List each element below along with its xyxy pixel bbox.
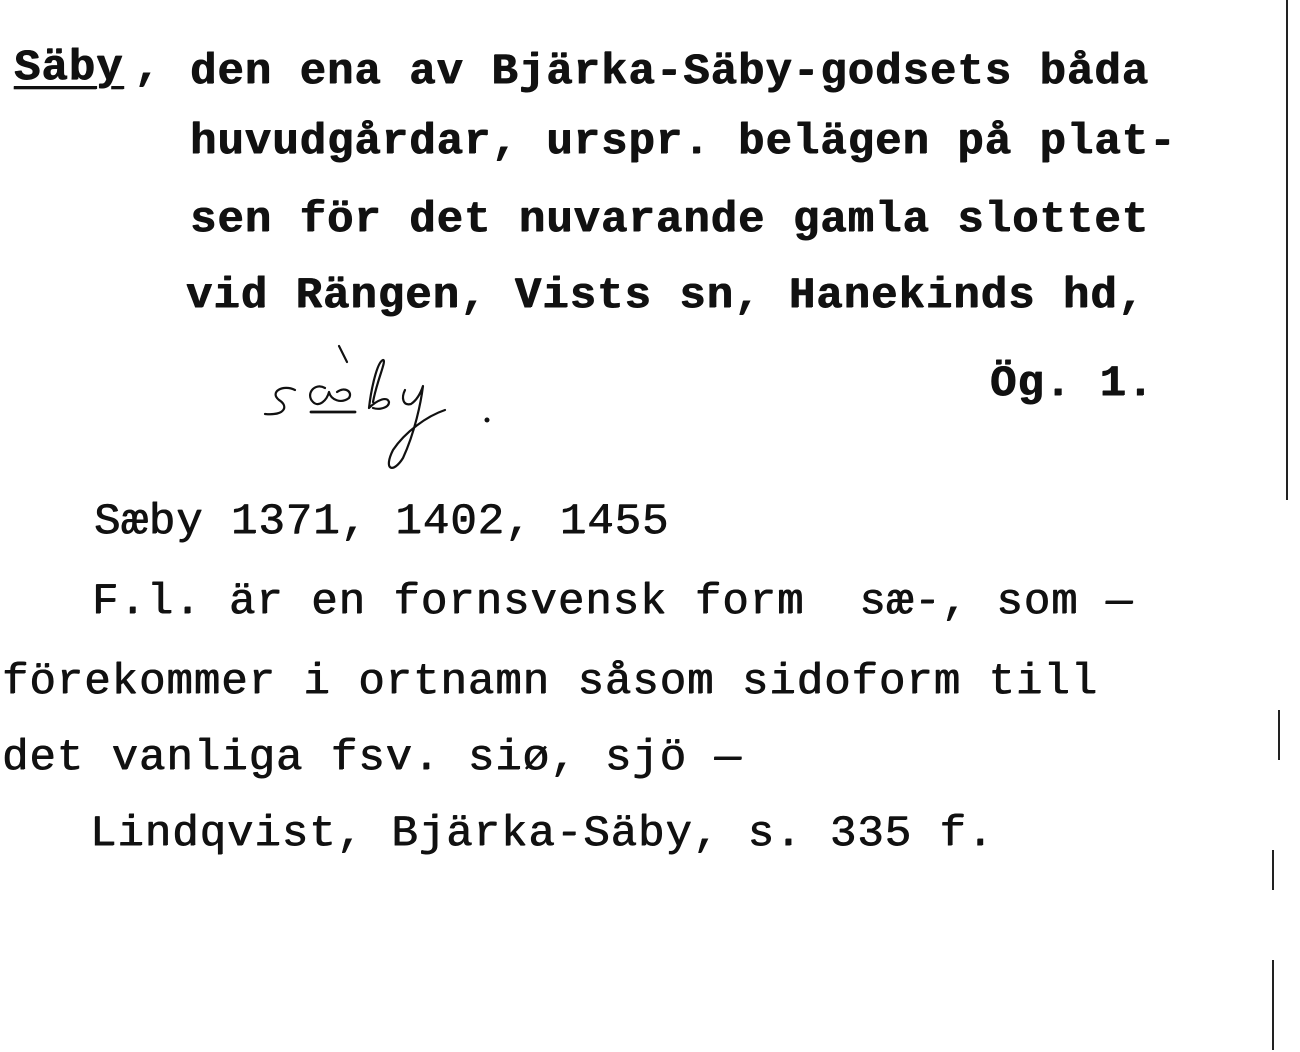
description-line-4: vid Rängen, Vists sn, Hanekinds hd,: [186, 271, 1146, 321]
attestations-line: Sæby 1371, 1402, 1455: [94, 497, 670, 547]
description-line-3: sen för det nuvarande gamla slottet: [190, 195, 1150, 245]
place-name-comma: ,: [134, 43, 162, 93]
note-line-2: förekommer i ortnamn såsom sidoform till: [2, 657, 1099, 707]
card-edge-line: [1286, 0, 1288, 500]
region-label: Ög. 1.: [990, 359, 1155, 409]
description-line-1: den ena av Bjärka-Säby-godsets båda: [190, 47, 1150, 97]
note-line-3: det vanliga fsv. siø, sjö —: [2, 733, 742, 783]
description-line-2: huvudgårdar, urspr. belägen på plat-: [190, 117, 1177, 167]
card-edge-fragment: [1272, 960, 1274, 1050]
svg-text:sæby.: sæby.: [255, 340, 258, 341]
handwritten-form-sketch: [255, 340, 515, 480]
place-name: Säby: [14, 43, 124, 93]
reference-line: Lindqvist, Bjärka-Säby, s. 335 f.: [90, 809, 995, 859]
note-line-1: F.l. är en fornsvensk form sæ-, som —: [92, 577, 1134, 627]
card-edge-fragment: [1272, 850, 1274, 890]
card-edge-fragment: [1278, 710, 1280, 760]
